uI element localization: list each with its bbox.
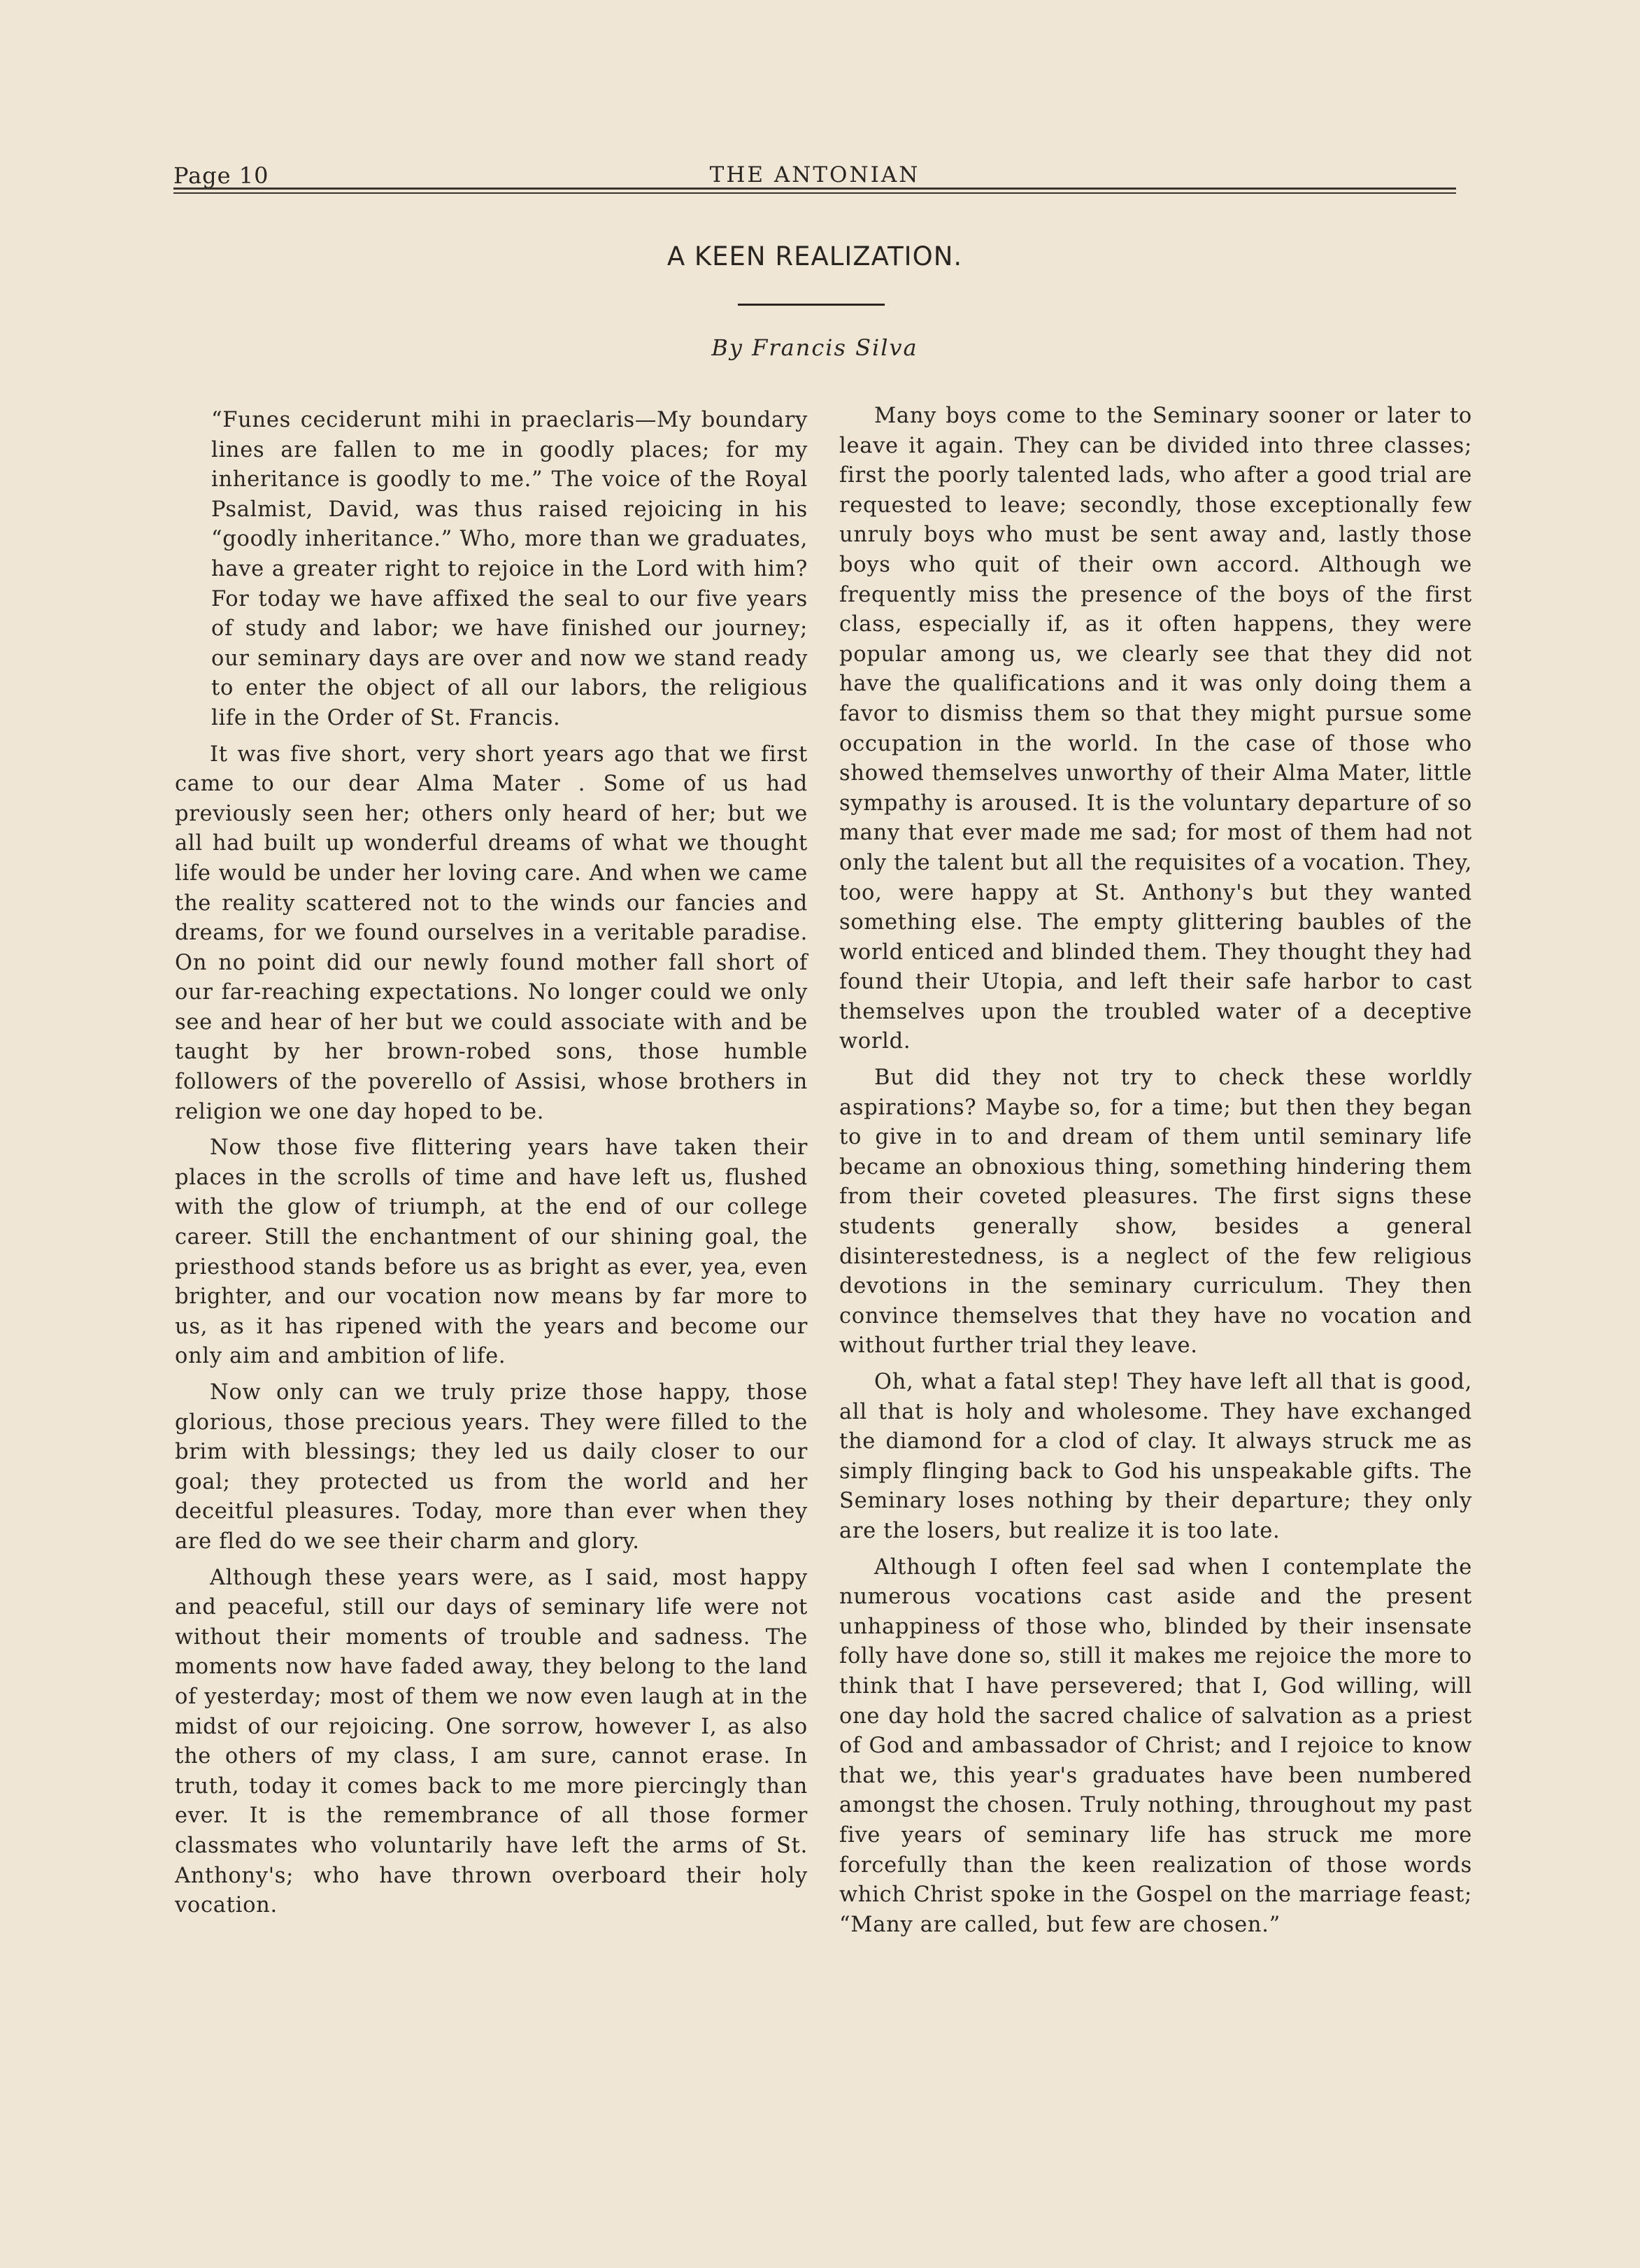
paragraph: Oh, what a fatal step! They have left all that is good, all that is holy and wholesome. They have exchanged the diamond for a clod of clay. It always struck me as simply flinging back to God his unspeakable gifts. The Seminary loses nothing by their departure; they only are the losers, but realize it is too late. xyxy=(839,1370,1472,1543)
paragraph: Although I often feel sad when I contemplate the numerous vocations cast aside and the present unhappiness of those who, blinded by their insensate folly have done so, still it makes me rejoice the more to think that I have persevered; that I, God willing, will one day hold the sacred chalice of salvation as a priest of God and ambassador of Christ; and I rejoice to know that we, this year's graduates have been numbered amongst the chosen. Truly nothing, throughout my past five years of seminary life has struck me more forcefully than the keen realization of those words which Christ spoke in the Gospel on the marriage feast; “Many are called, but few are chosen.” xyxy=(839,1554,1472,1937)
header-rule-top xyxy=(173,187,1456,190)
article-byline: By Francis Silva xyxy=(711,334,918,361)
page-number: Page 10 xyxy=(173,162,269,189)
paragraph: Now those five flittering years have taken their places in the scrolls of time and have left us, flushed with the glow of triumph, at the end of our college career. Still the enchantment of our shining goal, the priesthood stands before us as bright as ever, yea, even brighter, and our vocation now means by far more to us, as it has ripened with the years and become our only aim and ambition of life. xyxy=(175,1135,808,1369)
publication-title: THE ANTONIAN xyxy=(709,162,920,187)
left-column xyxy=(175,406,808,1927)
paragraph: Although these years were, as I said, most happy and peaceful, still our days of seminary life were not without their moments of trouble and sadness. The moments now have faded away, they belong to the land of yesterday; most of them we now even laugh at in the midst of our rejoicing. One sorrow, however I, as also the others of my class, I am sure, cannot erase. In truth, today it comes back to me more piercingly than ever. It is the remembrance of all those former classmates who voluntarily have left the arms of St. Anthony's; who have thrown overboard their holy vocation. xyxy=(175,1565,808,1918)
paragraph: Many boys come to the Seminary sooner or later to leave it again. They can be divided into three classes; first the poorly talented lads, who after a good trial are requested to leave; secondly, those exceptionally few unruly boys who must be sent away and, lastly those boys who quit of their own accord. Although we frequently miss the presence of the boys of the first class, especially if, as it often happens, they were popular among us, we clearly see that they did not have the qualifications and it was only doing them a favor to dismiss them so that they might pursue some occupation in the world. In the case of those who showed themselves unworthy of their Alma Mater, little sympathy is aroused. It is the voluntary departure of so many that ever made me sad; for most of them had not only the talent but all the requisites of a vocation. They, too, were happy at St. Anthony's but they wanted something else. The empty glittering baubles of the world enticed and blinded them. They thought they had found their Utopia, and left their safe harbor to cast themselves upon the troubled water of a deceptive world. xyxy=(839,404,1472,1054)
title-divider xyxy=(738,304,885,306)
paragraph: “Funes ceciderunt mihi in praeclaris—My boundary lines are fallen to me in goodly places; for my inheritance is goodly to me.” The voice of the Royal Psalmist, David, was thus raised rejoicing in his “goodly inheritance.” Who, more than we graduates, have a greater right to rejoice in the Lord with him? For today we have affixed the seal to our five years of study and labor; we have finished our journey; our seminary days are over and now we stand ready to enter the object of all our labors, the religious life in the Order of St. Francis. xyxy=(211,408,808,730)
paragraph: It was five short, very short years ago that we first came to our dear Alma Mater . Some of us had previously seen her; others only heard of her; but we all had built up wonderful dreams of what we thought life would be under her loving care. And when we came the reality scattered not to the winds our fancies and dreams, for we found ourselves in a veritable paradise. On no point did our newly found mother fall short of our far-reaching expectations. No longer could we only see and hear of her but we could associate with and be taught by her brown-robed sons, those humble followers of the poverello of Assisi, whose brothers in religion we one day hoped to be. xyxy=(175,742,808,1124)
page-header xyxy=(173,162,1456,190)
paragraph: But did they not try to check these worldly aspirations? Maybe so, for a time; but then they began to give in to and dream of them until seminary life became an obnoxious thing, something hindering them from their coveted pleasures. The first signs these students generally show, besides a general disinterestedness, is a neglect of the few religious devotions in the seminary curriculum. They then convince themselves that they have no vocation and without further trial they leave. xyxy=(839,1065,1472,1359)
paragraph: Now only can we truly prize those happy, those glorious, those precious years. They were filled to the brim with blessings; they led us daily closer to our goal; they protected us from the world and her deceitful pleasures. Today, more than ever when they are fled do we see their charm and glory. xyxy=(175,1380,808,1554)
article-title: A KEEN REALIZATION. xyxy=(666,241,963,271)
header-rule-bottom xyxy=(173,192,1456,194)
right-column xyxy=(839,402,1472,1946)
